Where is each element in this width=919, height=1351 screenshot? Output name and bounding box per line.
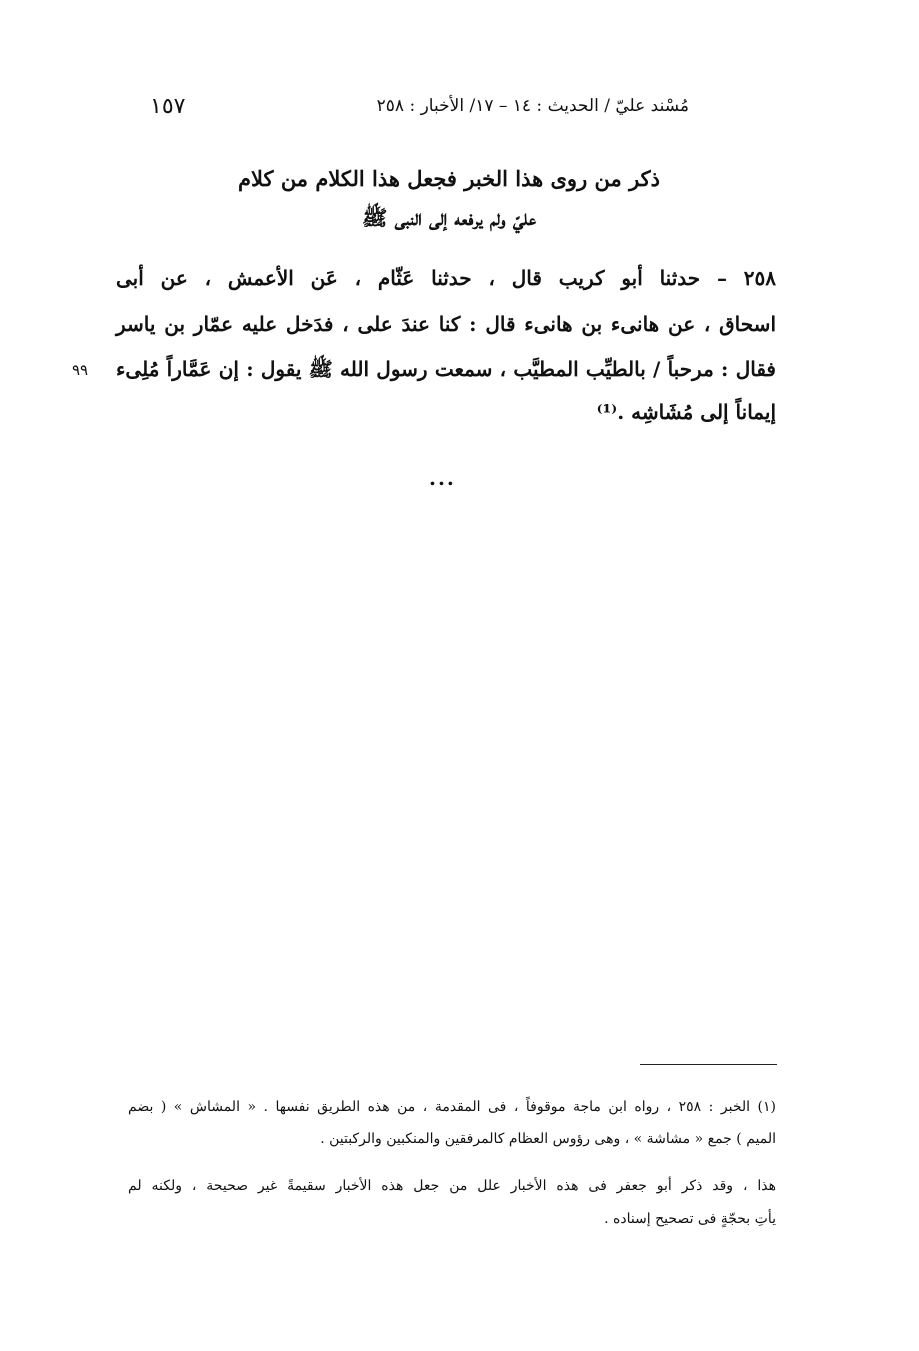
footnote-rule [640, 1064, 777, 1065]
section-separator: ... [429, 466, 456, 490]
section-title-line-1: ذكر من روى هذا الخبر فجعل هذا الكلام من كلام [237, 166, 661, 191]
footnote-line: (١) الخبر : ٢٥٨ ، رواه ابن ماجة موقوفاً ، فى المقدمة ، من هذه الطريق نفسها . « المشاش » ( بضم [128, 1099, 776, 1115]
body-line: فقال : مرحباً / بالطيِّب المطيَّب ، سمعت رسول الله ﷺ يقول : إن عَمَّاراً مُلِىء [116, 357, 776, 381]
footnote-line: الميم ) جمع « مشاشة » ، وهى رؤوس العظام كالمرفقين والمنكبين والركبتين . [320, 1131, 776, 1147]
footnote-line: يأتِ بحجّةٍ فى تصحيح إسناده . [604, 1211, 776, 1227]
section-title-line-2: عليّ ولم يرفعه إلى النبى ﷺ [361, 205, 537, 230]
margin-page-number: ٩٩ [72, 361, 89, 379]
body-line: ٢٥٨ – حدثنا أبو كريب قال ، حدثنا عَثّام ، عَن الأعمش ، عن أبى [116, 266, 776, 290]
body-line: إيماناً إلى مُشَاشِه .⁽¹⁾ [596, 400, 776, 424]
running-header: مُسْند عليّ / الحديث : ١٤ – ١٧/ الأخبار : ٢٥٨ [376, 96, 689, 116]
page-number: ١٥٧ [150, 94, 186, 119]
footnote-line: هذا ، وقد ذكر أبو جعفر فى هذه الأخبار علل من جعل هذه الأخبار سقيمةً غير صحيحة ، ولكنه لم [128, 1178, 776, 1194]
body-line: اسحاق ، عن هانىء بن هانىء قال : كنا عندَ على ، فدَخل عليه عمّار بن ياسر [116, 312, 776, 336]
